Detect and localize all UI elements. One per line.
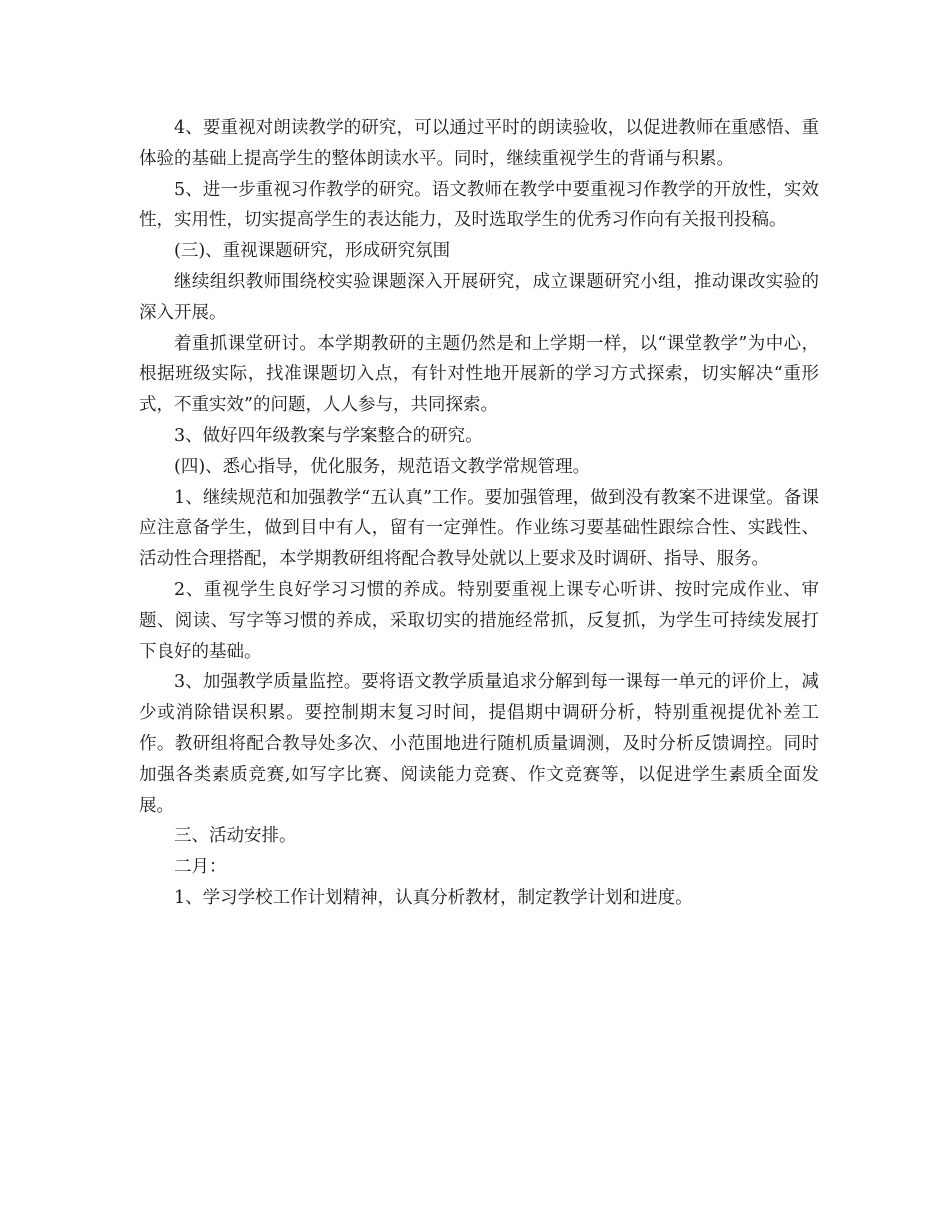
- paragraph: 着重抓课堂研讨。本学期教研的主题仍然是和上学期一样，以“课堂教学”为中心，根据班级实际，找准课题切入点，有针对性地开展新的学习方式探索，切实解决“重形式，不重实效”的问题，人人参与，共同探索。: [139, 333, 819, 416]
- section-heading: (四)、悉心指导，优化服务，规范语文教学常规管理。: [174, 456, 591, 477]
- paragraph: 2、重视学生良好学习习惯的养成。特别要重视上课专心听讲、按时完成作业、审题、阅读、写字等习惯的养成，采取切实的措施经常抓，反复抓，为学生可持续发展打下良好的基础。: [139, 579, 819, 662]
- paragraph: 1、学习学校工作计划精神，认真分析教材，制定教学计划和进度。: [174, 887, 693, 908]
- paragraph: 3、加强教学质量监控。要将语文教学质量追求分解到每一课每一单元的评价上，减少或消除错误积累。要控制期末复习时间，提倡期中调研分析，特别重视提优补差工作。教研组将配合教导处多次、小范围地进行随机质量调测，及时分析反馈调控。同时加强各类素质竞赛,如写字比赛、阅读能力竞赛、作文竞赛等，以促进学生素质全面发展。: [139, 672, 819, 816]
- paragraph: 3、做好四年级教案与学案整合的研究。: [174, 425, 483, 446]
- section-heading: (三)、重视课题研究，形成研究氛围: [174, 241, 451, 262]
- paragraph: 5、进一步重视习作教学的研究。语文教师在教学中要重视习作教学的开放性，实效性，实用性，切实提高学生的表达能力，及时选取学生的优秀习作向有关报刊投稿。: [139, 179, 819, 231]
- month-heading: 二月：: [174, 857, 227, 878]
- paragraph: 继续组织教师围绕校实验课题深入开展研究，成立课题研究小组，推动课改实验的深入开展。: [139, 271, 819, 323]
- paragraph: 1、继续规范和加强教学“五认真”工作。要加强管理，做到没有教案不进课堂。备课应注意备学生，做到目中有人，留有一定弹性。作业练习要基础性跟综合性、实践性、活动性合理搭配，本学期教研组将配合教导处就以上要求及时调研、指导、服务。: [139, 487, 819, 570]
- document-body: [139, 113, 819, 914]
- paragraph: 4、要重视对朗读教学的研究，可以通过平时的朗读验收，以促进教师在重感悟、重体验的基础上提高学生的整体朗读水平。同时，继续重视学生的背诵与积累。: [139, 118, 819, 169]
- section-heading: 三、活动安排。: [174, 826, 297, 847]
